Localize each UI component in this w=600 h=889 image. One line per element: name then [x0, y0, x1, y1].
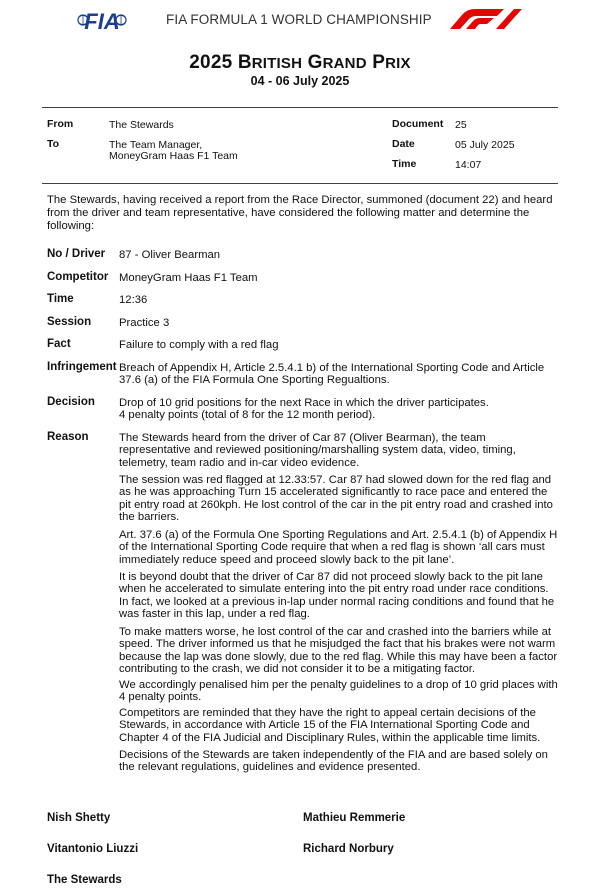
time-label: Time: [392, 158, 417, 170]
decision-label: Decision: [47, 396, 95, 408]
decision-value-line-2: 4 penalty points (total of 8 for the 12 month period).: [119, 409, 376, 421]
reason-paragraph-6: We accordingly penalised him per the penalty guidelines to a drop of 10 grid places with 4 penalty points.: [119, 679, 558, 704]
document-label: Document: [392, 118, 444, 130]
to-value-line-1: The Team Manager,: [109, 139, 203, 151]
intro-paragraph: The Stewards, having received a report from the Race Director, summoned (document 22) and heard from the driver and team representative, have considered the following matter and determine the following:: [47, 194, 553, 232]
fact-value: Failure to comply with a red flag: [119, 339, 279, 351]
infringement-value: Breach of Appendix H, Article 2.5.4.1 b) of the International Sporting Code and Article 37.6 (a) of the FIA Formula One Sporting Regualtions.: [119, 362, 545, 387]
reason-paragraph-3: Art. 37.6 (a) of the Formula One Sporting Regulations and Art. 2.5.4.1 (b) of Appendix H of the International Sporting Code require that when a red flag is shown ‘all cars must immediately reduce speed and proceed slowly back to the pit lane’.: [119, 529, 558, 566]
reason-label: Reason: [47, 431, 89, 443]
reason-paragraph-8: Decisions of the Stewards are taken independently of the FIA and are based solely on the relevant regulations, guidelines and evidence presented.: [119, 749, 548, 774]
infringement-label: Infringement: [47, 361, 117, 373]
fia-logo: [77, 2, 127, 38]
meta-bottom-rule: [42, 183, 558, 184]
fact-label: Fact: [47, 338, 71, 350]
competitor-label: Competitor: [47, 271, 109, 283]
date-value: 05 July 2025: [455, 139, 515, 151]
doc-title: [0, 52, 600, 74]
from-label: From: [47, 118, 74, 130]
time-field-value: 12:36: [119, 294, 148, 306]
competitor-value: MoneyGram Haas F1 Team: [119, 272, 258, 284]
to-value-line-2: MoneyGram Haas F1 Team: [109, 150, 238, 162]
from-value: The Stewards: [109, 119, 174, 131]
doc-title-w2-initial: G: [307, 52, 323, 73]
doc-title-year: 2025: [189, 52, 233, 73]
reason-paragraph-4: It is beyond doubt that the driver of Car 87 did not proceed slowly back to the pit lane when he accelerated to simulate entering into the pit entry road under race conditions. In fact, we looked at a previous in-lap under normal racing conditions and found that he was faster in this lap, under a red flag.: [119, 571, 555, 621]
session-label: Session: [47, 316, 92, 328]
steward-name-1: Nish Shetty: [47, 812, 111, 824]
driver-label: No / Driver: [47, 248, 106, 260]
session-value: Practice 3: [119, 317, 170, 329]
date-label: Date: [392, 138, 415, 150]
fia-logo-text: FIA: [84, 9, 120, 34]
decision-value-line-1: Drop of 10 grid positions for the next Race in which the driver participates.: [119, 397, 489, 409]
time-field-label: Time: [47, 293, 74, 305]
reason-paragraph-2: The session was red flagged at 12.33:57. Car 87 had slowed down for the red flag and as he was approaching Turn 15 accelerated significantly to race pace and entered the pit entry road at 260kph. He lost control of the car in the pit entry road and crashed into the barriers.: [119, 474, 553, 524]
header-title: FIA FORMULA 1 WORLD CHAMPIONSHIP: [166, 12, 432, 27]
reason-paragraph-1: The Stewards heard from the driver of Car 87 (Oliver Bearman), the team representative and reviewed positioning/marshalling system data, video, timing, telemetry, team radio and in-car video evidence.: [119, 432, 516, 469]
steward-name-2: Mathieu Remmerie: [303, 812, 406, 824]
to-label: To: [47, 138, 60, 150]
steward-name-3: Vitantonio Liuzzi: [47, 843, 139, 855]
doc-title-w2-rest: RAND: [322, 55, 367, 72]
doc-title-w1-initial: B: [237, 52, 252, 73]
reason-paragraph-5: To make matters worse, he lost control of the car and crashed into the barriers while at speed. The driver informed us that he misjudged the fact that his brakes were not warm because the lap was done slowly, due to the red flag. While this may have been a factor contributing to the crash, we did not consider it to be a mitigating factor.: [119, 626, 558, 676]
meta-top-rule: [42, 107, 558, 108]
driver-value: 87 - Oliver Bearman: [119, 249, 221, 261]
f1-logo-icon: [448, 8, 524, 30]
steward-name-4: Richard Norbury: [303, 843, 394, 855]
document-value: 25: [455, 119, 467, 131]
doc-title-w1-rest: RITISH: [251, 55, 303, 72]
page-header: [0, 0, 600, 44]
reason-paragraph-7: Competitors are reminded that they have the right to appeal certain decisions of the Stewards, in accordance with Article 15 of the FIA International Sporting Code and Chapter 4 of the FIA Judicial and Disciplinary Rules, within the applicable time limits.: [119, 707, 541, 744]
doc-title-w3-initial: P: [372, 52, 386, 73]
stewards-footer: The Stewards: [47, 874, 122, 886]
doc-title-w3-rest: RIX: [385, 55, 411, 72]
doc-dates: 04 - 06 July 2025: [250, 74, 350, 88]
time-value: 14:07: [455, 159, 482, 171]
